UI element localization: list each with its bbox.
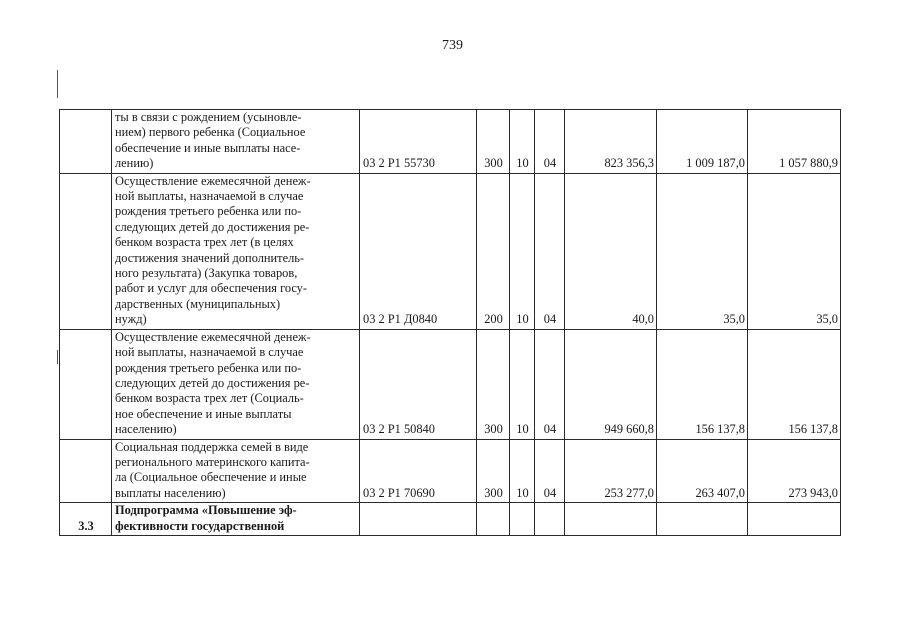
section-code: 10 xyxy=(510,110,535,174)
description-cell xyxy=(112,329,360,439)
empty-cell xyxy=(565,503,657,536)
table-row xyxy=(60,439,841,503)
empty-cell xyxy=(748,503,841,536)
budget-table xyxy=(59,109,841,536)
description-line: следующих детей до достижения ре- xyxy=(115,219,310,234)
description-line: регионального материнского капита- xyxy=(115,454,310,469)
description-line: ной выплаты, назначаемой в случае xyxy=(115,345,304,360)
description-line: работ и услуг для обеспечения госу- xyxy=(115,281,307,296)
description-line: рождения третьего ребенка или по- xyxy=(115,204,302,219)
description-line: нужд) xyxy=(115,312,147,327)
description-line: бенком возраста трех лет (Социаль- xyxy=(115,391,304,406)
amount-year-2: 156 137,8 xyxy=(657,329,748,439)
description-line: ла (Социальное обеспечение и иные xyxy=(115,470,307,485)
description-line: следующих детей до достижения ре- xyxy=(115,375,310,390)
description-line: ное обеспечение и иные выплаты xyxy=(115,406,292,421)
description-line: ной выплаты, назначаемой в случае xyxy=(115,189,304,204)
row-number-cell xyxy=(60,173,112,329)
expense-type-code: 300 xyxy=(477,439,510,503)
section-code: 10 xyxy=(510,173,535,329)
section-code: 10 xyxy=(510,329,535,439)
description-line: населению) xyxy=(115,422,177,437)
description-cell xyxy=(112,173,360,329)
row-number-cell xyxy=(60,329,112,439)
page-number: 739 xyxy=(442,38,463,53)
subsection-code: 04 xyxy=(535,173,565,329)
description-line: обеспечение и иные выплаты насе- xyxy=(115,140,301,155)
amount-year-3: 1 057 880,9 xyxy=(748,110,841,174)
amount-year-3: 273 943,0 xyxy=(748,439,841,503)
description-line: Осуществление ежемесячной денеж- xyxy=(115,329,311,344)
amount-year-1: 253 277,0 xyxy=(565,439,657,503)
row-number-cell xyxy=(60,439,112,503)
section-title xyxy=(112,503,360,536)
subsection-code: 04 xyxy=(535,439,565,503)
description-line: лению) xyxy=(115,156,154,171)
empty-cell xyxy=(657,503,748,536)
table-row xyxy=(60,329,841,439)
section-code: 10 xyxy=(510,439,535,503)
description-line: достижения значений дополнитель- xyxy=(115,250,305,265)
empty-cell xyxy=(360,503,477,536)
description-line: Социальная поддержка семей в виде xyxy=(115,439,309,454)
section-number: 3.3 xyxy=(60,503,112,536)
empty-cell xyxy=(535,503,565,536)
amount-year-1: 40,0 xyxy=(565,173,657,329)
amount-year-1: 823 356,3 xyxy=(565,110,657,174)
section-title-line: Подпрограмма «Повышение эф- xyxy=(115,503,297,518)
description-line: Осуществление ежемесячной денеж- xyxy=(115,173,311,188)
description-cell xyxy=(112,439,360,503)
amount-year-1: 949 660,8 xyxy=(565,329,657,439)
description-line: ного результата) (Закупка товаров, xyxy=(115,266,298,281)
amount-year-3: 156 137,8 xyxy=(748,329,841,439)
subsection-code: 04 xyxy=(535,329,565,439)
target-article-code: 03 2 P1 50840 xyxy=(360,329,477,439)
description-line: бенком возраста трех лет (в целях xyxy=(115,235,294,250)
section-header-row xyxy=(60,503,841,536)
description-line: дарственных (муниципальных) xyxy=(115,296,281,311)
description-cell xyxy=(112,110,360,174)
empty-cell xyxy=(477,503,510,536)
target-article-code: 03 2 P1 55730 xyxy=(360,110,477,174)
description-line: выплаты населению) xyxy=(115,485,226,500)
description-line: нием) первого ребенка (Социальное xyxy=(115,125,306,140)
subsection-code: 04 xyxy=(535,110,565,174)
amount-year-2: 1 009 187,0 xyxy=(657,110,748,174)
table-row xyxy=(60,110,841,174)
target-article-code: 03 2 P1 70690 xyxy=(360,439,477,503)
amount-year-2: 263 407,0 xyxy=(657,439,748,503)
expense-type-code: 300 xyxy=(477,110,510,174)
margin-mark xyxy=(57,70,58,98)
amount-year-2: 35,0 xyxy=(657,173,748,329)
margin-mark xyxy=(57,350,58,364)
expense-type-code: 300 xyxy=(477,329,510,439)
description-line: ты в связи с рождением (усыновле- xyxy=(115,110,302,124)
amount-year-3: 35,0 xyxy=(748,173,841,329)
table-row xyxy=(60,173,841,329)
description-line: рождения третьего ребенка или по- xyxy=(115,360,302,375)
section-title-line: фективности государственной xyxy=(115,518,285,533)
target-article-code: 03 2 P1 Д0840 xyxy=(360,173,477,329)
expense-type-code: 200 xyxy=(477,173,510,329)
row-number-cell xyxy=(60,110,112,174)
empty-cell xyxy=(510,503,535,536)
